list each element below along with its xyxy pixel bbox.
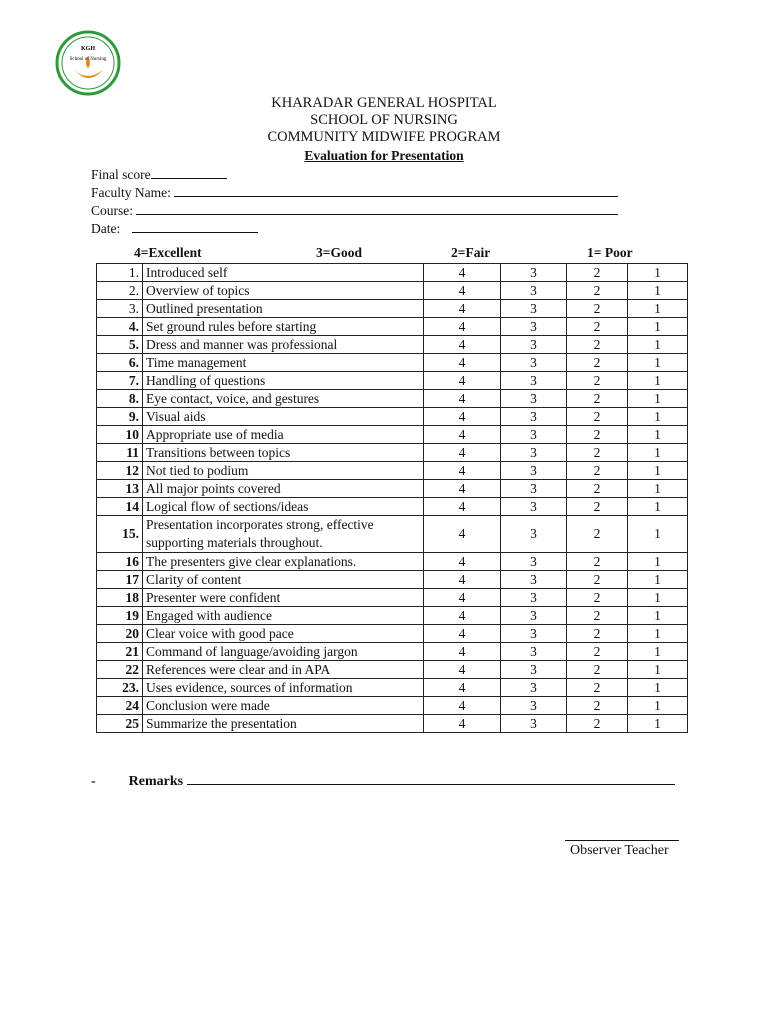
score-3-cell[interactable]: 3 bbox=[501, 318, 567, 336]
score-4-cell[interactable]: 4 bbox=[424, 553, 501, 571]
remarks-bullet: - bbox=[91, 774, 96, 789]
score-2-cell[interactable]: 2 bbox=[567, 697, 628, 715]
criterion-text: Eye contact, voice, and gestures bbox=[143, 390, 424, 408]
score-3-cell[interactable]: 3 bbox=[501, 625, 567, 643]
score-3-cell[interactable]: 3 bbox=[501, 697, 567, 715]
criterion-row bbox=[97, 444, 688, 462]
score-3-cell[interactable]: 3 bbox=[501, 354, 567, 372]
score-3-cell[interactable]: 3 bbox=[501, 498, 567, 516]
score-2-cell[interactable]: 2 bbox=[567, 498, 628, 516]
score-2-cell[interactable]: 2 bbox=[567, 679, 628, 697]
date-line[interactable] bbox=[132, 220, 258, 233]
score-4-cell[interactable]: 4 bbox=[424, 516, 501, 553]
criterion-row bbox=[97, 625, 688, 643]
evaluation-table bbox=[96, 263, 688, 733]
score-4-cell[interactable]: 4 bbox=[424, 462, 501, 480]
score-4-cell[interactable]: 4 bbox=[424, 607, 501, 625]
score-1-cell[interactable]: 1 bbox=[628, 643, 688, 661]
score-2-cell[interactable]: 2 bbox=[567, 625, 628, 643]
score-3-cell[interactable]: 3 bbox=[501, 462, 567, 480]
criterion-number: 10 bbox=[97, 426, 143, 444]
score-2-cell[interactable]: 2 bbox=[567, 589, 628, 607]
score-4-cell[interactable]: 4 bbox=[424, 264, 501, 282]
score-4-cell[interactable]: 4 bbox=[424, 426, 501, 444]
criterion-number: 9. bbox=[97, 408, 143, 426]
score-2-cell[interactable]: 2 bbox=[567, 553, 628, 571]
score-4-cell[interactable]: 4 bbox=[424, 715, 501, 733]
criterion-number: 20 bbox=[97, 625, 143, 643]
final-score-line[interactable] bbox=[151, 166, 227, 179]
criterion-row bbox=[97, 264, 688, 282]
criterion-number: 12 bbox=[97, 462, 143, 480]
criterion-row bbox=[97, 282, 688, 300]
score-4-cell[interactable]: 4 bbox=[424, 498, 501, 516]
criterion-text: Command of language/avoiding jargon bbox=[143, 643, 424, 661]
score-3-cell[interactable]: 3 bbox=[501, 408, 567, 426]
criterion-row bbox=[97, 426, 688, 444]
criterion-row bbox=[97, 408, 688, 426]
criterion-text: Summarize the presentation bbox=[143, 715, 424, 733]
scale-poor: 1= Poor bbox=[587, 245, 633, 260]
criterion-text: Engaged with audience bbox=[143, 607, 424, 625]
score-1-cell[interactable]: 1 bbox=[628, 372, 688, 390]
criterion-number: 13 bbox=[97, 480, 143, 498]
criterion-row bbox=[97, 589, 688, 607]
score-4-cell[interactable]: 4 bbox=[424, 589, 501, 607]
remarks-label: Remarks bbox=[128, 774, 184, 789]
criterion-text: Transitions between topics bbox=[143, 444, 424, 462]
score-1-cell[interactable]: 1 bbox=[628, 589, 688, 607]
criterion-row bbox=[97, 372, 688, 390]
criterion-row bbox=[97, 318, 688, 336]
criterion-row bbox=[97, 643, 688, 661]
criterion-row bbox=[97, 336, 688, 354]
criterion-number: 15. bbox=[97, 516, 143, 553]
score-1-cell[interactable]: 1 bbox=[628, 679, 688, 697]
score-3-cell[interactable]: 3 bbox=[501, 679, 567, 697]
criterion-row bbox=[97, 679, 688, 697]
school-logo bbox=[55, 30, 121, 96]
criterion-text: All major points covered bbox=[143, 480, 424, 498]
criterion-text: Presenter were confident bbox=[143, 589, 424, 607]
score-3-cell[interactable]: 3 bbox=[501, 264, 567, 282]
criterion-number: 4. bbox=[97, 318, 143, 336]
score-2-cell[interactable]: 2 bbox=[567, 390, 628, 408]
faculty-name-label: Faculty Name: bbox=[91, 185, 171, 200]
criterion-text: Uses evidence, sources of information bbox=[143, 679, 424, 697]
score-1-cell[interactable]: 1 bbox=[628, 625, 688, 643]
criterion-row bbox=[97, 571, 688, 589]
score-4-cell[interactable]: 4 bbox=[424, 354, 501, 372]
score-3-cell[interactable]: 3 bbox=[501, 589, 567, 607]
score-4-cell[interactable]: 4 bbox=[424, 444, 501, 462]
score-2-cell[interactable]: 2 bbox=[567, 444, 628, 462]
criterion-text: Presentation incorporates strong, effective supporting materials throughout. bbox=[143, 516, 424, 553]
criterion-number: 18 bbox=[97, 589, 143, 607]
criterion-row bbox=[97, 661, 688, 679]
score-4-cell[interactable]: 4 bbox=[424, 372, 501, 390]
criterion-row bbox=[97, 390, 688, 408]
criterion-number: 19 bbox=[97, 607, 143, 625]
score-3-cell[interactable]: 3 bbox=[501, 553, 567, 571]
score-2-cell[interactable]: 2 bbox=[567, 372, 628, 390]
score-1-cell[interactable]: 1 bbox=[628, 318, 688, 336]
logo-line1: KGH bbox=[80, 46, 96, 52]
score-2-cell[interactable]: 2 bbox=[567, 354, 628, 372]
score-1-cell[interactable]: 1 bbox=[628, 697, 688, 715]
criterion-text: Not tied to podium bbox=[143, 462, 424, 480]
criterion-number: 24 bbox=[97, 697, 143, 715]
score-1-cell[interactable]: 1 bbox=[628, 661, 688, 679]
criterion-text: Set ground rules before starting bbox=[143, 318, 424, 336]
score-2-cell[interactable]: 2 bbox=[567, 643, 628, 661]
score-1-cell[interactable]: 1 bbox=[628, 426, 688, 444]
score-2-cell[interactable]: 2 bbox=[567, 300, 628, 318]
score-1-cell[interactable]: 1 bbox=[628, 553, 688, 571]
criterion-number: 8. bbox=[97, 390, 143, 408]
score-4-cell[interactable]: 4 bbox=[424, 643, 501, 661]
observer-label: Observer Teacher bbox=[570, 843, 669, 858]
criterion-number: 11 bbox=[97, 444, 143, 462]
criterion-row bbox=[97, 715, 688, 733]
score-2-cell[interactable]: 2 bbox=[567, 715, 628, 733]
score-3-cell[interactable]: 3 bbox=[501, 571, 567, 589]
score-1-cell[interactable]: 1 bbox=[628, 390, 688, 408]
score-4-cell[interactable]: 4 bbox=[424, 390, 501, 408]
score-1-cell[interactable]: 1 bbox=[628, 498, 688, 516]
score-3-cell[interactable]: 3 bbox=[501, 516, 567, 553]
criterion-row bbox=[97, 697, 688, 715]
score-4-cell[interactable]: 4 bbox=[424, 336, 501, 354]
criterion-number: 22 bbox=[97, 661, 143, 679]
criterion-text: Appropriate use of media bbox=[143, 426, 424, 444]
score-2-cell[interactable]: 2 bbox=[567, 426, 628, 444]
criterion-text: References were clear and in APA bbox=[143, 661, 424, 679]
score-1-cell[interactable]: 1 bbox=[628, 480, 688, 498]
score-2-cell[interactable]: 2 bbox=[567, 480, 628, 498]
score-4-cell[interactable]: 4 bbox=[424, 679, 501, 697]
score-4-cell[interactable]: 4 bbox=[424, 625, 501, 643]
scale-fair: 2=Fair bbox=[451, 245, 491, 260]
score-2-cell[interactable]: 2 bbox=[567, 462, 628, 480]
criterion-text: Overview of topics bbox=[143, 282, 424, 300]
score-3-cell[interactable]: 3 bbox=[501, 643, 567, 661]
score-1-cell[interactable]: 1 bbox=[628, 264, 688, 282]
criterion-row bbox=[97, 553, 688, 571]
criterion-row bbox=[97, 607, 688, 625]
criterion-number: 16 bbox=[97, 553, 143, 571]
score-3-cell[interactable]: 3 bbox=[501, 336, 567, 354]
score-2-cell[interactable]: 2 bbox=[567, 661, 628, 679]
hospital-name: KHARADAR GENERAL HOSPITAL bbox=[271, 95, 497, 111]
score-4-cell[interactable]: 4 bbox=[424, 300, 501, 318]
criterion-number: 6. bbox=[97, 354, 143, 372]
criterion-number: 14 bbox=[97, 498, 143, 516]
criterion-number: 17 bbox=[97, 571, 143, 589]
score-4-cell[interactable]: 4 bbox=[424, 282, 501, 300]
criterion-number: 7. bbox=[97, 372, 143, 390]
score-2-cell[interactable]: 2 bbox=[567, 607, 628, 625]
scale-good: 3=Good bbox=[316, 245, 362, 260]
score-4-cell[interactable]: 4 bbox=[424, 480, 501, 498]
score-3-cell[interactable]: 3 bbox=[501, 390, 567, 408]
score-4-cell[interactable]: 4 bbox=[424, 408, 501, 426]
scale-excellent: 4=Excellent bbox=[134, 245, 202, 260]
criterion-row bbox=[97, 498, 688, 516]
date-field[interactable] bbox=[91, 220, 258, 237]
score-4-cell[interactable]: 4 bbox=[424, 697, 501, 715]
logo-line2: School of Nursing bbox=[69, 57, 107, 62]
score-2-cell[interactable]: 2 bbox=[567, 571, 628, 589]
criterion-number: 23. bbox=[97, 679, 143, 697]
score-1-cell[interactable]: 1 bbox=[628, 336, 688, 354]
criterion-number: 3. bbox=[97, 300, 143, 318]
criterion-text: Dress and manner was professional bbox=[143, 336, 424, 354]
score-3-cell[interactable]: 3 bbox=[501, 480, 567, 498]
final-score-field[interactable] bbox=[91, 166, 227, 183]
score-2-cell[interactable]: 2 bbox=[567, 336, 628, 354]
criterion-row bbox=[97, 300, 688, 318]
score-3-cell[interactable]: 3 bbox=[501, 300, 567, 318]
score-3-cell[interactable]: 3 bbox=[501, 607, 567, 625]
criterion-text: Clarity of content bbox=[143, 571, 424, 589]
program-name: COMMUNITY MIDWIFE PROGRAM bbox=[267, 129, 501, 145]
school-name: SCHOOL OF NURSING bbox=[310, 112, 458, 128]
criterion-text: Clear voice with good pace bbox=[143, 625, 424, 643]
criterion-text: Conclusion were made bbox=[143, 697, 424, 715]
criterion-number: 5. bbox=[97, 336, 143, 354]
remarks-field[interactable] bbox=[91, 772, 675, 790]
criterion-number: 1. bbox=[97, 264, 143, 282]
remarks-line[interactable] bbox=[187, 772, 675, 785]
score-3-cell[interactable]: 3 bbox=[501, 715, 567, 733]
score-3-cell[interactable]: 3 bbox=[501, 444, 567, 462]
faculty-name-line[interactable] bbox=[174, 184, 618, 197]
score-1-cell[interactable]: 1 bbox=[628, 715, 688, 733]
criterion-number: 25 bbox=[97, 715, 143, 733]
criterion-row bbox=[97, 480, 688, 498]
score-1-cell[interactable]: 1 bbox=[628, 516, 688, 553]
course-field[interactable] bbox=[91, 202, 618, 219]
score-3-cell[interactable]: 3 bbox=[501, 372, 567, 390]
score-2-cell[interactable]: 2 bbox=[567, 318, 628, 336]
criterion-text: Visual aids bbox=[143, 408, 424, 426]
criterion-text: Handling of questions bbox=[143, 372, 424, 390]
score-2-cell[interactable]: 2 bbox=[567, 264, 628, 282]
criterion-row bbox=[97, 516, 688, 553]
score-4-cell[interactable]: 4 bbox=[424, 318, 501, 336]
course-line[interactable] bbox=[136, 202, 618, 215]
score-1-cell[interactable]: 1 bbox=[628, 444, 688, 462]
course-label: Course: bbox=[91, 203, 133, 218]
final-score-label: Final score bbox=[91, 167, 151, 182]
date-label: Date: bbox=[91, 221, 121, 236]
score-3-cell[interactable]: 3 bbox=[501, 661, 567, 679]
score-1-cell[interactable]: 1 bbox=[628, 571, 688, 589]
score-1-cell[interactable]: 1 bbox=[628, 300, 688, 318]
score-1-cell[interactable]: 1 bbox=[628, 354, 688, 372]
criterion-text: Time management bbox=[143, 354, 424, 372]
score-1-cell[interactable]: 1 bbox=[628, 607, 688, 625]
criterion-text: Introduced self bbox=[143, 264, 424, 282]
signature-line[interactable] bbox=[565, 840, 679, 841]
criterion-number: 2. bbox=[97, 282, 143, 300]
score-3-cell[interactable]: 3 bbox=[501, 282, 567, 300]
criterion-text: Outlined presentation bbox=[143, 300, 424, 318]
score-1-cell[interactable]: 1 bbox=[628, 462, 688, 480]
score-2-cell[interactable]: 2 bbox=[567, 516, 628, 553]
score-2-cell[interactable]: 2 bbox=[567, 408, 628, 426]
form-title: Evaluation for Presentation bbox=[304, 148, 464, 163]
criterion-text: Logical flow of sections/ideas bbox=[143, 498, 424, 516]
score-3-cell[interactable]: 3 bbox=[501, 426, 567, 444]
criterion-row bbox=[97, 354, 688, 372]
score-4-cell[interactable]: 4 bbox=[424, 571, 501, 589]
score-1-cell[interactable]: 1 bbox=[628, 408, 688, 426]
score-4-cell[interactable]: 4 bbox=[424, 661, 501, 679]
faculty-name-field[interactable] bbox=[91, 184, 618, 201]
criterion-row bbox=[97, 462, 688, 480]
criterion-number: 21 bbox=[97, 643, 143, 661]
criterion-text: The presenters give clear explanations. bbox=[143, 553, 424, 571]
score-2-cell[interactable]: 2 bbox=[567, 282, 628, 300]
score-1-cell[interactable]: 1 bbox=[628, 282, 688, 300]
